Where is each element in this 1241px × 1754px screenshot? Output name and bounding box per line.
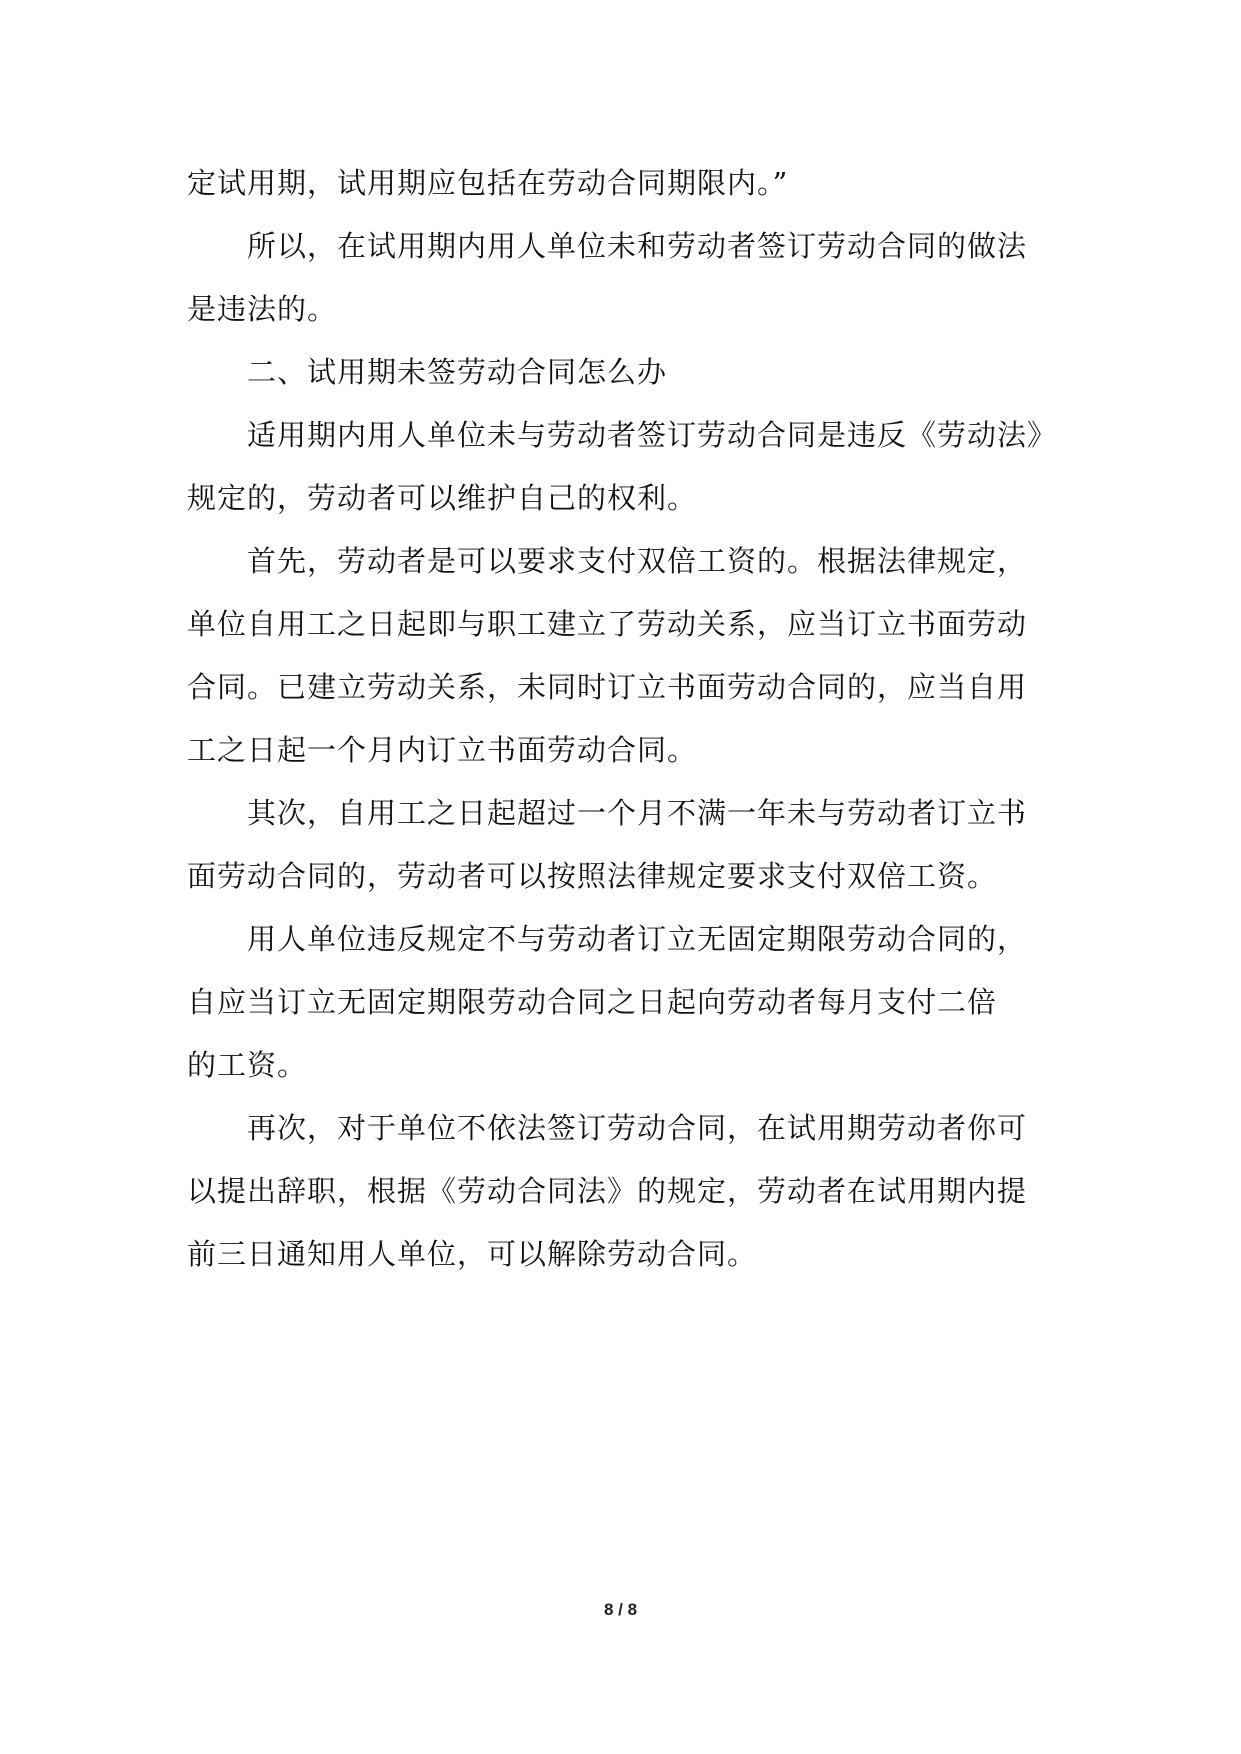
text-line: 定试用期，试用期应包括在劳动合同期限内。” xyxy=(187,166,789,200)
text-line: 的工资。 xyxy=(187,1048,308,1082)
paragraph-start-line: 用人单位违反规定不与劳动者订立无固定期限劳动合同的， xyxy=(247,922,1028,956)
text-line: 自应当订立无固定期限劳动合同之日起向劳动者每月支付二倍 xyxy=(187,985,998,1019)
text-line: 面劳动合同的，劳动者可以按照法律规定要求支付双倍工资。 xyxy=(187,859,998,893)
section-heading: 二、试用期未签劳动合同怎么办 xyxy=(247,355,668,389)
paragraph-start-line: 所以，在试用期内用人单位未和劳动者签订劳动合同的做法 xyxy=(247,229,1028,263)
paragraph-start-line: 再次，对于单位不依法签订劳动合同，在试用期劳动者你可 xyxy=(247,1111,1028,1145)
page-number: 8 / 8 xyxy=(603,1600,638,1619)
text-line: 前三日通知用人单位，可以解除劳动合同。 xyxy=(187,1237,758,1271)
text-line: 规定的，劳动者可以维护自己的权利。 xyxy=(187,481,698,515)
paragraph-start-line: 其次，自用工之日起超过一个月不满一年未与劳动者订立书 xyxy=(247,796,1028,830)
body-text xyxy=(187,152,1067,1286)
text-line: 工之日起一个月内订立书面劳动合同。 xyxy=(187,733,698,767)
text-line: 单位自用工之日起即与职工建立了劳动关系，应当订立书面劳动 xyxy=(187,607,1028,641)
text-line: 合同。已建立劳动关系，未同时订立书面劳动合同的，应当自用 xyxy=(187,670,1028,704)
text-line: 是违法的。 xyxy=(187,292,338,326)
paragraph-start-line: 首先，劳动者是可以要求支付双倍工资的。根据法律规定， xyxy=(247,544,1028,578)
paragraph-start-line: 适用期内用人单位未与劳动者签订劳动合同是违反《劳动法》 xyxy=(247,418,1058,452)
text-line: 以提出辞职，根据《劳动合同法》的规定，劳动者在试用期内提 xyxy=(187,1174,1028,1208)
